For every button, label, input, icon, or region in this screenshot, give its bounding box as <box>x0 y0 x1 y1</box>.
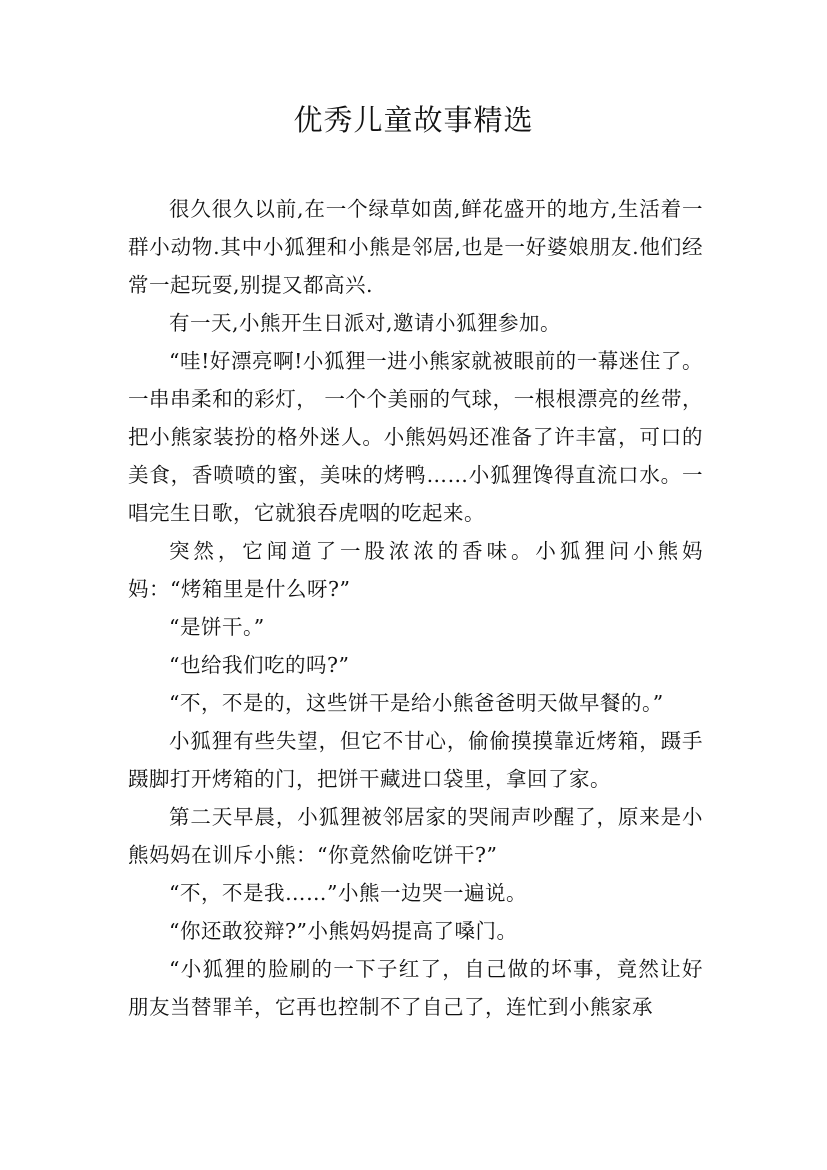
paragraph-3: “哇!好漂亮啊!小狐狸一进小熊家就被眼前的一幕迷住了。一串串柔和的彩灯， 一个个美丽的气球，一根根漂亮的丝带，把小熊家装扮的格外迷人。小熊妈妈还准备了许丰富，可口的美食，香喷喷的蜜，美味的烤鸭……小狐狸馋得直流口水。一唱完生日歌，它就狼吞虎咽的吃起来。 <box>128 349 703 525</box>
paragraph-4: 突然，它闻道了一股浓浓的香味。小狐狸问小熊妈妈：“烤箱里是什么呀?” <box>128 539 703 601</box>
paragraph-1: 很久很久以前,在一个绿草如茵,鲜花盛开的地方,生活着一群小动物.其中小狐狸和小熊是邻居,也是一好婆娘朋友.他们经常一起玩耍,别提又都高兴. <box>128 197 703 297</box>
paragraph-9: 第二天早晨，小狐狸被邻居家的哭闹声吵醒了，原来是小熊妈妈在训斥小熊：“你竟然偷吃饼干?” <box>128 805 703 867</box>
paragraph-7: “不，不是的，这些饼干是给小熊爸爸明天做早餐的。” <box>169 691 664 715</box>
paragraph-11: “你还敢狡辩?”小熊妈妈提高了嗓门。 <box>169 919 518 943</box>
paragraph-6: “也给我们吃的吗?” <box>169 653 350 677</box>
paragraph-12: “小狐狸的脸刷的一下子红了，自己做的坏事，竟然让好朋友当替罪羊，它再也控制不了自己了，连忙到小熊家承 <box>128 957 703 1019</box>
paragraph-8: 小狐狸有些失望，但它不甘心，偷偷摸摸靠近烤箱，蹑手蹑脚打开烤箱的门，把饼干藏进口袋里，拿回了家。 <box>128 729 703 791</box>
paragraph-2: 有一天,小熊开生日派对,邀请小狐狸参加。 <box>169 311 562 335</box>
story-body <box>128 190 703 1026</box>
paragraph-5: “是饼干。” <box>169 615 265 639</box>
document-title: 优秀儿童故事精选 <box>293 103 534 137</box>
paragraph-10: “不，不是我……”小熊一边哭一遍说。 <box>169 881 527 905</box>
